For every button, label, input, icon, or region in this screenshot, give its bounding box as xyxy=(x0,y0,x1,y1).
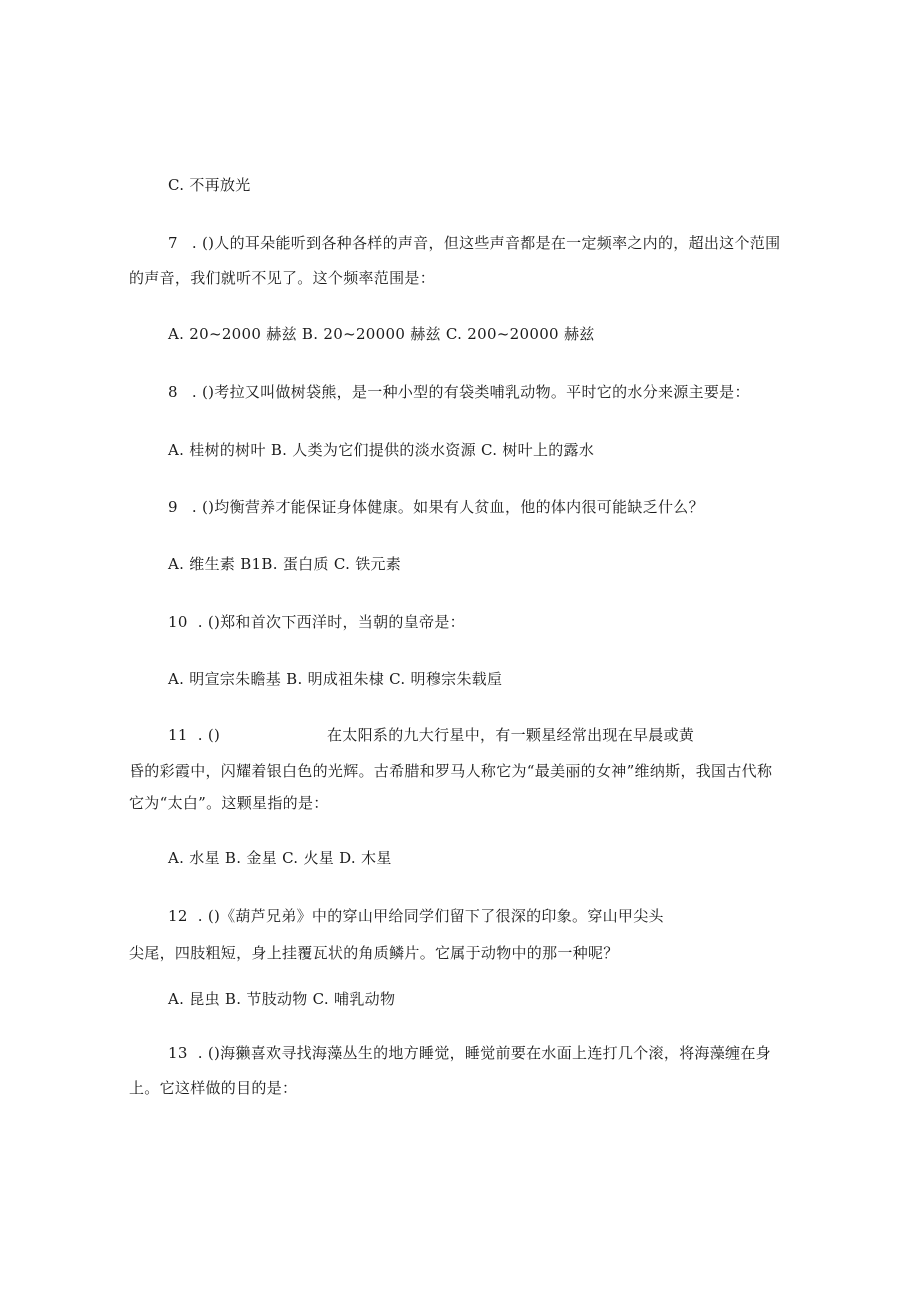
question-8-line-1 xyxy=(168,382,750,402)
question-text: 的声音，我们就听不见了。这个频率范围是： xyxy=(129,269,436,287)
question-text: 在太阳系的九大行星中，有一颗星经常出现在早晨或黄 xyxy=(327,726,695,744)
question-7-line-1 xyxy=(168,233,780,253)
question-text: 它为“太白”。这颗星指的是： xyxy=(129,794,329,812)
question-9-options xyxy=(168,554,401,574)
question-9-line-1 xyxy=(168,497,704,517)
question-11-line-2 xyxy=(129,761,772,781)
question-number: 9 xyxy=(168,498,178,516)
option-text: A. 水星 B. 金星 C. 火星 D. 木星 xyxy=(168,849,392,867)
question-text: . ()海獭喜欢寻找海藻丛生的地方睡觉，睡觉前要在水面上连打几个滚，将海藻缠在身 xyxy=(197,1044,771,1062)
question-text: 尖尾，四肢粗短，身上挂覆瓦状的角质鳞片。它属于动物中的那一种呢？ xyxy=(129,944,619,962)
question-8-options xyxy=(168,440,594,460)
question-13-line-1 xyxy=(168,1043,771,1063)
question-11-options xyxy=(168,848,392,868)
question-number: 13 xyxy=(168,1044,188,1062)
option-text: A. 20~2000 赫兹 B. 20~20000 赫兹 C. 200~20000 赫兹 xyxy=(168,325,595,343)
question-number: 8 xyxy=(168,383,178,401)
question-text: . ()郑和首次下西洋时，当朝的皇帝是： xyxy=(197,613,465,631)
question-12-line-1 xyxy=(168,906,664,926)
question-text: . ()《葫芦兄弟》中的穿山甲给同学们留下了很深的印象。穿山甲尖头 xyxy=(197,907,664,925)
question-7-options xyxy=(168,324,595,344)
option-line-q6-c xyxy=(168,175,251,195)
question-13-line-2 xyxy=(129,1078,297,1098)
question-text: . ()考拉又叫做树袋熊，是一种小型的有袋类哺乳动物。平时它的水分来源主要是： xyxy=(191,383,750,401)
question-12-line-2 xyxy=(129,943,619,963)
question-text: 昏的彩霞中，闪耀着银白色的光辉。古希腊和罗马人称它为“最美丽的女神”维纳斯，我国古代称 xyxy=(129,762,773,780)
question-10-line-1 xyxy=(168,612,465,632)
question-number: 7 xyxy=(168,234,178,252)
question-number: 10 xyxy=(168,613,188,631)
question-prefix: . () xyxy=(197,726,221,744)
question-number: 12 xyxy=(168,907,188,925)
question-text: . ()均衡营养才能保证身体健康。如果有人贫血，他的体内很可能缺乏什么？ xyxy=(191,498,704,516)
option-text: A. 明宣宗朱瞻基 B. 明成祖朱棣 C. 明穆宗朱载垕 xyxy=(168,670,503,688)
question-text: 上。它这样做的目的是： xyxy=(129,1079,298,1097)
option-text: A. 桂树的树叶 B. 人类为它们提供的淡水资源 C. 树叶上的露水 xyxy=(168,441,595,459)
question-11-line-1-text xyxy=(327,725,694,745)
option-text: A. 维生素 B1B. 蛋白质 C. 铁元素 xyxy=(168,555,402,573)
question-text: . ()人的耳朵能听到各种各样的声音，但这些声音都是在一定频率之内的，超出这个范围 xyxy=(191,234,781,252)
option-text: A. 昆虫 B. 节肢动物 C. 哺乳动物 xyxy=(168,990,396,1008)
question-number: 11 xyxy=(168,726,188,744)
question-10-options xyxy=(168,669,502,689)
question-11-line-3 xyxy=(129,793,329,813)
question-11-line-1 xyxy=(168,725,220,745)
question-7-line-2 xyxy=(129,268,435,288)
option-text: C. 不再放光 xyxy=(168,176,251,194)
question-12-options xyxy=(168,989,395,1009)
